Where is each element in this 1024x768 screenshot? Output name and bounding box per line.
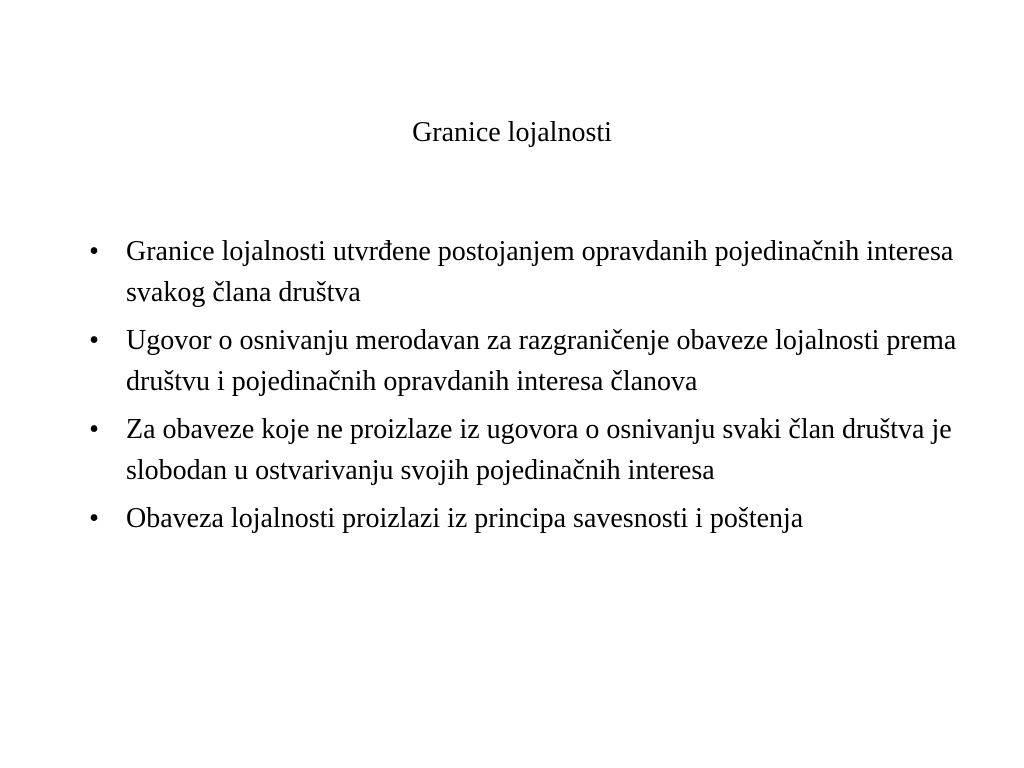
bullet-item (84, 232, 964, 313)
bullet-text: Obaveza lojalnosti proizlazi iz principa savesnosti i poštenja (126, 503, 804, 534)
bullet-icon: • (89, 325, 99, 356)
bullet-item (84, 499, 964, 540)
bullet-item (84, 410, 964, 491)
bullet-icon: • (89, 236, 99, 267)
bullet-icon: • (89, 503, 99, 534)
bullet-icon: • (89, 414, 99, 445)
bullet-item (84, 321, 964, 402)
bullet-text: Za obaveze koje ne proizlaze iz ugovora o osnivanju svaki član društva je slobodan u ostvarivanju svojih pojedinačnih interesa (126, 414, 952, 486)
bullet-text: Ugovor o osnivanju merodavan za razgraničenje obaveze lojalnosti prema društvu i pojedinačnih opravdanih interesa članova (126, 325, 957, 397)
bullet-list (84, 232, 964, 548)
slide-title: Granice lojalnosti (412, 117, 612, 148)
bullet-text: Granice lojalnosti utvrđene postojanjem opravdanih pojedinačnih interesa svakog člana društva (126, 236, 954, 308)
